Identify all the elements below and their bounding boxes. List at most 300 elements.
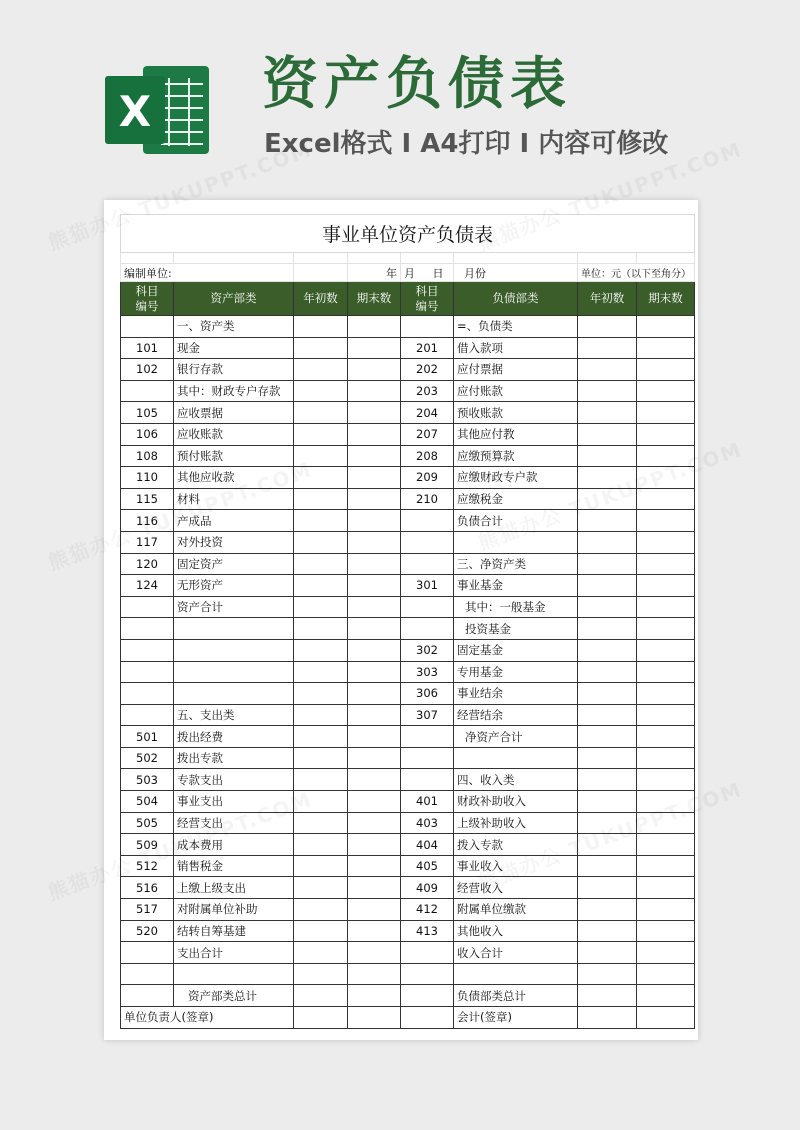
account-code-cell[interactable]: 307: [401, 704, 454, 726]
table-row: [121, 445, 695, 467]
account-code-cell[interactable]: [401, 769, 454, 791]
amount-cell[interactable]: [637, 423, 695, 445]
account-code-cell[interactable]: 201: [401, 337, 454, 359]
table-row: [121, 812, 695, 834]
amount-cell[interactable]: [637, 402, 695, 424]
amount-cell[interactable]: [348, 467, 401, 489]
amount-cell[interactable]: [578, 877, 637, 899]
amount-cell[interactable]: [294, 726, 348, 748]
account-name-cell[interactable]: [174, 963, 294, 985]
account-code-cell[interactable]: 120: [121, 553, 174, 575]
account-code-cell[interactable]: 210: [401, 488, 454, 510]
amount-cell[interactable]: [348, 639, 401, 661]
amount-cell[interactable]: [294, 855, 348, 877]
account-name-cell[interactable]: 一、资产类: [174, 316, 294, 338]
amount-cell[interactable]: [578, 963, 637, 985]
amount-cell[interactable]: [578, 575, 637, 597]
account-name-cell[interactable]: 其他应付教: [454, 423, 578, 445]
account-name-cell[interactable]: 拨出经费: [174, 726, 294, 748]
account-code-cell[interactable]: 117: [121, 531, 174, 553]
table-row: [121, 488, 695, 510]
amount-cell[interactable]: [578, 596, 637, 618]
amount-cell[interactable]: [578, 402, 637, 424]
account-code-cell[interactable]: 405: [401, 855, 454, 877]
table-row: [121, 834, 695, 856]
account-code-cell[interactable]: 208: [401, 445, 454, 467]
table-row: [121, 510, 695, 532]
table-row: [121, 855, 695, 877]
account-code-cell[interactable]: [121, 596, 174, 618]
account-code-cell[interactable]: [121, 985, 174, 1007]
table-row: [121, 531, 695, 553]
amount-cell[interactable]: [294, 510, 348, 532]
account-name-cell[interactable]: 结转自筹基建: [174, 920, 294, 942]
amount-cell[interactable]: [637, 445, 695, 467]
table-row: [121, 359, 695, 381]
account-code-cell[interactable]: 203: [401, 380, 454, 402]
table-row: [121, 920, 695, 942]
amount-cell[interactable]: [578, 834, 637, 856]
account-name-cell[interactable]: 对外投资: [174, 531, 294, 553]
account-name-cell[interactable]: 无形资产: [174, 575, 294, 597]
account-code-cell[interactable]: 306: [401, 683, 454, 705]
table-row: [121, 877, 695, 899]
table-row: [121, 985, 695, 1007]
amount-cell[interactable]: [578, 316, 637, 338]
amount-cell[interactable]: [578, 359, 637, 381]
amount-cell[interactable]: [578, 812, 637, 834]
amount-cell[interactable]: [637, 791, 695, 813]
account-code-cell[interactable]: 108: [121, 445, 174, 467]
account-code-cell[interactable]: [121, 639, 174, 661]
amount-cell[interactable]: [294, 402, 348, 424]
amount-cell[interactable]: [578, 423, 637, 445]
amount-cell[interactable]: [578, 445, 637, 467]
amount-cell[interactable]: [348, 531, 401, 553]
sheet-title: 事业单位资产负债表: [121, 215, 695, 253]
account-name-cell[interactable]: 五、支出类: [174, 704, 294, 726]
amount-cell[interactable]: [348, 791, 401, 813]
account-name-cell[interactable]: 拨出专款: [174, 747, 294, 769]
amount-cell[interactable]: [348, 747, 401, 769]
account-code-cell[interactable]: 209: [401, 467, 454, 489]
amount-cell[interactable]: [294, 639, 348, 661]
account-name-cell[interactable]: 资产部类总计: [174, 985, 294, 1007]
amount-cell[interactable]: [637, 683, 695, 705]
amount-cell[interactable]: [294, 791, 348, 813]
account-code-cell[interactable]: 401: [401, 791, 454, 813]
amount-cell[interactable]: [637, 359, 695, 381]
amount-cell[interactable]: [348, 899, 401, 921]
account-name-cell[interactable]: 现金: [174, 337, 294, 359]
signature-cell[interactable]: [294, 1007, 348, 1029]
amount-cell[interactable]: [348, 596, 401, 618]
amount-cell[interactable]: [637, 769, 695, 791]
amount-cell[interactable]: [348, 488, 401, 510]
table-row: [121, 618, 695, 640]
amount-cell[interactable]: [578, 467, 637, 489]
account-code-cell[interactable]: [121, 661, 174, 683]
amount-cell[interactable]: [578, 704, 637, 726]
amount-cell[interactable]: [637, 985, 695, 1007]
amount-cell[interactable]: [578, 661, 637, 683]
account-name-cell[interactable]: 应付账款: [454, 380, 578, 402]
amount-cell[interactable]: [348, 510, 401, 532]
amount-cell[interactable]: [348, 575, 401, 597]
amount-cell[interactable]: [348, 812, 401, 834]
account-name-cell[interactable]: 三、净资产类: [454, 553, 578, 575]
amount-cell[interactable]: [578, 920, 637, 942]
amount-cell[interactable]: [637, 639, 695, 661]
account-name-cell[interactable]: 经营支出: [174, 812, 294, 834]
amount-cell[interactable]: [294, 445, 348, 467]
amount-cell[interactable]: [348, 359, 401, 381]
account-code-cell[interactable]: [401, 747, 454, 769]
account-code-cell[interactable]: 403: [401, 812, 454, 834]
account-name-cell[interactable]: 经营收入: [454, 877, 578, 899]
amount-cell[interactable]: [348, 423, 401, 445]
excel-logo-icon: [103, 62, 211, 158]
amount-cell[interactable]: [294, 747, 348, 769]
account-code-cell[interactable]: [401, 316, 454, 338]
header-cell: 资产部类: [174, 282, 294, 316]
amount-cell[interactable]: [348, 380, 401, 402]
account-name-cell[interactable]: [454, 531, 578, 553]
account-name-cell[interactable]: 负债部类总计: [454, 985, 578, 1007]
signature-row: [121, 1007, 695, 1029]
account-code-cell[interactable]: 412: [401, 899, 454, 921]
amount-cell[interactable]: [637, 575, 695, 597]
amount-cell[interactable]: [294, 467, 348, 489]
amount-cell[interactable]: [294, 704, 348, 726]
table-row: [121, 639, 695, 661]
account-name-cell[interactable]: [454, 963, 578, 985]
account-name-cell[interactable]: 资产合计: [174, 596, 294, 618]
account-name-cell[interactable]: 财政补助收入: [454, 791, 578, 813]
amount-cell[interactable]: [348, 683, 401, 705]
account-code-cell[interactable]: [121, 683, 174, 705]
account-name-cell[interactable]: 固定资产: [174, 553, 294, 575]
account-name-cell[interactable]: 其中：一般基金: [454, 596, 578, 618]
account-code-cell[interactable]: [401, 553, 454, 575]
account-code-cell[interactable]: 302: [401, 639, 454, 661]
table-row: [121, 942, 695, 964]
account-code-cell[interactable]: 517: [121, 899, 174, 921]
table-row: [121, 661, 695, 683]
amount-cell[interactable]: [637, 337, 695, 359]
amount-cell[interactable]: [294, 920, 348, 942]
account-name-cell[interactable]: 专款支出: [174, 769, 294, 791]
amount-cell[interactable]: [637, 380, 695, 402]
account-name-cell[interactable]: 事业结余: [454, 683, 578, 705]
account-code-cell[interactable]: [401, 726, 454, 748]
amount-cell[interactable]: [348, 553, 401, 575]
account-code-cell[interactable]: 124: [121, 575, 174, 597]
amount-cell[interactable]: [348, 834, 401, 856]
amount-cell[interactable]: [637, 920, 695, 942]
account-name-cell[interactable]: 事业基金: [454, 575, 578, 597]
table-row: [121, 791, 695, 813]
amount-cell[interactable]: [578, 726, 637, 748]
amount-cell[interactable]: [294, 380, 348, 402]
amount-cell[interactable]: [294, 423, 348, 445]
account-name-cell[interactable]: [174, 618, 294, 640]
account-code-cell[interactable]: 413: [401, 920, 454, 942]
account-name-cell[interactable]: 预收账款: [454, 402, 578, 424]
amount-cell[interactable]: [294, 661, 348, 683]
account-name-cell[interactable]: 上缴上级支出: [174, 877, 294, 899]
account-code-cell[interactable]: 207: [401, 423, 454, 445]
amount-cell[interactable]: [294, 985, 348, 1007]
amount-cell[interactable]: [578, 337, 637, 359]
signature-cell[interactable]: [348, 1007, 401, 1029]
amount-cell[interactable]: [637, 812, 695, 834]
account-name-cell[interactable]: =、负债类: [454, 316, 578, 338]
account-name-cell[interactable]: 四、收入类: [454, 769, 578, 791]
amount-cell[interactable]: [348, 618, 401, 640]
amount-cell[interactable]: [348, 855, 401, 877]
amount-cell[interactable]: [637, 942, 695, 964]
table-row: [121, 337, 695, 359]
amount-cell[interactable]: [578, 942, 637, 964]
account-name-cell[interactable]: 应付票据: [454, 359, 578, 381]
header-cell: 科目 编号: [401, 282, 454, 316]
amount-cell[interactable]: [578, 553, 637, 575]
account-code-cell[interactable]: 301: [401, 575, 454, 597]
account-code-cell[interactable]: 105: [121, 402, 174, 424]
account-code-cell[interactable]: 505: [121, 812, 174, 834]
amount-cell[interactable]: [348, 769, 401, 791]
amount-cell[interactable]: [348, 920, 401, 942]
amount-cell[interactable]: [294, 683, 348, 705]
amount-cell[interactable]: [348, 726, 401, 748]
table-row: [121, 316, 695, 338]
amount-cell[interactable]: [348, 402, 401, 424]
amount-cell[interactable]: [578, 855, 637, 877]
amount-cell[interactable]: [348, 877, 401, 899]
amount-cell[interactable]: [294, 834, 348, 856]
amount-cell[interactable]: [637, 661, 695, 683]
period-label: 月份: [454, 264, 578, 282]
account-name-cell[interactable]: 净资产合计: [454, 726, 578, 748]
account-name-cell[interactable]: 事业收入: [454, 855, 578, 877]
table-row: [121, 423, 695, 445]
amount-cell[interactable]: [294, 531, 348, 553]
account-code-cell[interactable]: 504: [121, 791, 174, 813]
amount-cell[interactable]: [294, 488, 348, 510]
amount-cell[interactable]: [637, 963, 695, 985]
amount-cell[interactable]: [578, 899, 637, 921]
account-code-cell[interactable]: 501: [121, 726, 174, 748]
leader-signature-label: 单位负责人(签章): [121, 1007, 294, 1029]
account-code-cell[interactable]: [401, 596, 454, 618]
account-name-cell[interactable]: 成本费用: [174, 834, 294, 856]
amount-cell[interactable]: [637, 316, 695, 338]
amount-cell[interactable]: [637, 531, 695, 553]
amount-cell[interactable]: [637, 596, 695, 618]
account-code-cell[interactable]: 502: [121, 747, 174, 769]
account-name-cell[interactable]: 应缴预算款: [454, 445, 578, 467]
amount-cell[interactable]: [578, 747, 637, 769]
account-code-cell[interactable]: [401, 618, 454, 640]
spreadsheet-page: [104, 200, 698, 1040]
account-name-cell[interactable]: 产成品: [174, 510, 294, 532]
account-name-cell[interactable]: 应缴税金: [454, 488, 578, 510]
signature-cell[interactable]: [401, 1007, 454, 1029]
amount-cell[interactable]: [637, 877, 695, 899]
amount-cell[interactable]: [578, 683, 637, 705]
year-label: 年: [348, 264, 401, 282]
account-code-cell[interactable]: 409: [401, 877, 454, 899]
amount-cell[interactable]: [294, 812, 348, 834]
account-code-cell[interactable]: [121, 942, 174, 964]
amount-cell[interactable]: [637, 510, 695, 532]
account-name-cell[interactable]: 对附属单位补助: [174, 899, 294, 921]
account-name-cell[interactable]: 投资基金: [454, 618, 578, 640]
signature-cell[interactable]: [578, 1007, 637, 1029]
account-code-cell[interactable]: [121, 704, 174, 726]
account-name-cell[interactable]: 经营结余: [454, 704, 578, 726]
org-label[interactable]: 编制单位:: [121, 264, 294, 282]
account-code-cell[interactable]: 115: [121, 488, 174, 510]
header-cell: 期末数: [637, 282, 695, 316]
amount-cell[interactable]: [294, 553, 348, 575]
amount-cell[interactable]: [294, 337, 348, 359]
account-name-cell[interactable]: 拨入专款: [454, 834, 578, 856]
amount-cell[interactable]: [294, 899, 348, 921]
account-code-cell[interactable]: [121, 963, 174, 985]
account-code-cell[interactable]: 202: [401, 359, 454, 381]
amount-cell[interactable]: [578, 510, 637, 532]
account-code-cell[interactable]: [121, 316, 174, 338]
account-name-cell[interactable]: 借入款项: [454, 337, 578, 359]
signature-cell[interactable]: [637, 1007, 695, 1029]
account-code-cell[interactable]: [401, 985, 454, 1007]
amount-cell[interactable]: [637, 855, 695, 877]
account-code-cell[interactable]: [401, 531, 454, 553]
account-code-cell[interactable]: 509: [121, 834, 174, 856]
amount-cell[interactable]: [348, 963, 401, 985]
account-name-cell[interactable]: 固定基金: [454, 639, 578, 661]
amount-cell[interactable]: [348, 337, 401, 359]
account-code-cell[interactable]: 503: [121, 769, 174, 791]
account-name-cell[interactable]: 预付账款: [174, 445, 294, 467]
amount-cell[interactable]: [294, 316, 348, 338]
account-name-cell[interactable]: [174, 683, 294, 705]
amount-cell[interactable]: [637, 618, 695, 640]
amount-cell[interactable]: [294, 769, 348, 791]
account-name-cell[interactable]: 专用基金: [454, 661, 578, 683]
amount-cell[interactable]: [637, 704, 695, 726]
amount-cell[interactable]: [637, 553, 695, 575]
account-code-cell[interactable]: 516: [121, 877, 174, 899]
account-code-cell[interactable]: 404: [401, 834, 454, 856]
amount-cell[interactable]: [578, 618, 637, 640]
account-code-cell[interactable]: 102: [121, 359, 174, 381]
amount-cell[interactable]: [348, 661, 401, 683]
account-code-cell[interactable]: [401, 963, 454, 985]
account-name-cell[interactable]: 事业支出: [174, 791, 294, 813]
amount-cell[interactable]: [578, 791, 637, 813]
balance-sheet-table: [120, 214, 695, 1029]
account-code-cell[interactable]: 204: [401, 402, 454, 424]
table-row: [121, 596, 695, 618]
amount-cell[interactable]: [637, 899, 695, 921]
account-name-cell[interactable]: [174, 639, 294, 661]
amount-cell[interactable]: [637, 747, 695, 769]
account-name-cell[interactable]: 上级补助收入: [454, 812, 578, 834]
account-name-cell[interactable]: 负债合计: [454, 510, 578, 532]
amount-cell[interactable]: [294, 575, 348, 597]
account-code-cell[interactable]: [121, 380, 174, 402]
header-cell: 负债部类: [454, 282, 578, 316]
amount-cell[interactable]: [348, 704, 401, 726]
amount-cell[interactable]: [294, 618, 348, 640]
account-name-cell[interactable]: 材料: [174, 488, 294, 510]
table-row: [121, 402, 695, 424]
amount-cell[interactable]: [637, 834, 695, 856]
amount-cell[interactable]: [294, 942, 348, 964]
account-code-cell[interactable]: 512: [121, 855, 174, 877]
account-name-cell[interactable]: 附属单位缴款: [454, 899, 578, 921]
account-name-cell[interactable]: 应缴财政专户款: [454, 467, 578, 489]
account-name-cell[interactable]: 收入合计: [454, 942, 578, 964]
account-code-cell[interactable]: 303: [401, 661, 454, 683]
account-name-cell[interactable]: 支出合计: [174, 942, 294, 964]
account-name-cell[interactable]: 其他应收款: [174, 467, 294, 489]
account-code-cell[interactable]: [401, 942, 454, 964]
info-row: [121, 264, 695, 282]
amount-cell[interactable]: [348, 316, 401, 338]
account-code-cell[interactable]: 110: [121, 467, 174, 489]
amount-cell[interactable]: [637, 467, 695, 489]
account-name-cell[interactable]: 其中：财政专户存款: [174, 380, 294, 402]
amount-cell[interactable]: [348, 445, 401, 467]
account-code-cell[interactable]: 101: [121, 337, 174, 359]
account-code-cell[interactable]: 116: [121, 510, 174, 532]
amount-cell[interactable]: [348, 942, 401, 964]
amount-cell[interactable]: [348, 985, 401, 1007]
account-name-cell[interactable]: 应收账款: [174, 423, 294, 445]
table-row: [121, 747, 695, 769]
amount-cell[interactable]: [637, 488, 695, 510]
amount-cell[interactable]: [578, 985, 637, 1007]
amount-cell[interactable]: [294, 359, 348, 381]
table-row: [121, 553, 695, 575]
account-code-cell[interactable]: 106: [121, 423, 174, 445]
account-name-cell[interactable]: 银行存款: [174, 359, 294, 381]
amount-cell[interactable]: [294, 963, 348, 985]
amount-cell[interactable]: [294, 877, 348, 899]
account-code-cell[interactable]: [121, 618, 174, 640]
accountant-signature-label: 会计(签章): [454, 1007, 578, 1029]
amount-cell[interactable]: [578, 769, 637, 791]
account-name-cell[interactable]: 其他收入: [454, 920, 578, 942]
account-name-cell[interactable]: 应收票据: [174, 402, 294, 424]
account-code-cell[interactable]: [401, 510, 454, 532]
amount-cell[interactable]: [578, 488, 637, 510]
amount-cell[interactable]: [578, 380, 637, 402]
amount-cell[interactable]: [578, 639, 637, 661]
account-code-cell[interactable]: 520: [121, 920, 174, 942]
amount-cell[interactable]: [294, 596, 348, 618]
account-name-cell[interactable]: [174, 661, 294, 683]
amount-cell[interactable]: [637, 726, 695, 748]
account-name-cell[interactable]: 销售税金: [174, 855, 294, 877]
table-row: [121, 899, 695, 921]
account-name-cell[interactable]: [454, 747, 578, 769]
amount-cell[interactable]: [578, 531, 637, 553]
